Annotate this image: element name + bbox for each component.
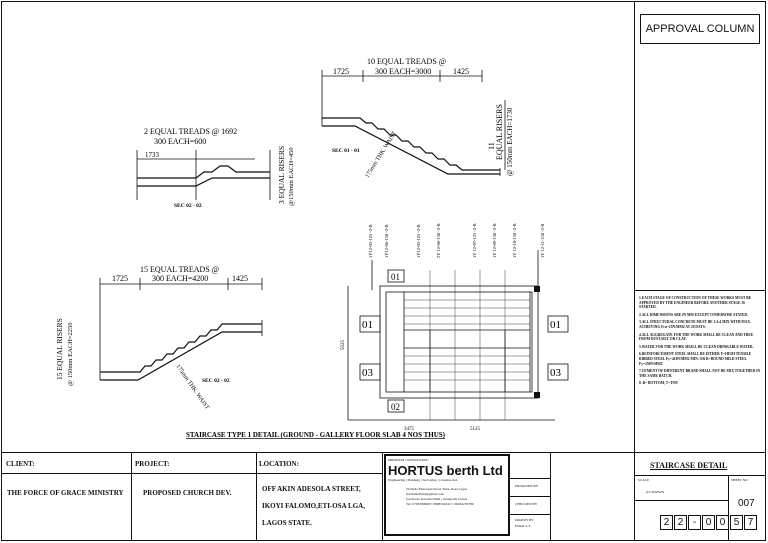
note-4: 4.ALL AGGREGATE FOR THE WORK SHALL BE CLEAN AND FREE FROM DUST,SILT OR CLAY. (639, 332, 754, 342)
sec0202-risers2: @150mm EACH=450 (288, 147, 295, 206)
note-1: 1.EACH STAGE OF CONSTRUCTION OF THESE WORKS MUST BE APPROVED BY THE ENGINEER BEFORE ANOTHER STAGE IS STARTED. (639, 296, 751, 310)
lower-dim-left: 1725 (112, 274, 128, 283)
sec0101-risers3: @ 150mm EACH=1730 (506, 107, 514, 176)
plan-marker: 03 (550, 367, 561, 379)
tb-divider (1, 473, 382, 474)
sec0101-risers2: EQUAL RISERS (495, 104, 504, 160)
approval-column-divider (634, 1, 635, 452)
sec0101-waist: 175mm THK. WAIST (364, 130, 398, 180)
tb-divider (728, 475, 729, 541)
plan-dim-side: 5025 (341, 340, 346, 350)
code-digit: - (688, 515, 701, 530)
tb-divider (131, 452, 132, 541)
sec0202-treads: 2 EQUAL TREADS @ 1692 (144, 127, 238, 136)
sec0202-risers: 3 EQUAL RISERS (277, 145, 286, 204)
location-line-3: LAGOS STATE. (262, 519, 312, 527)
tb-divider (510, 496, 550, 497)
rebar-label: 1Y 12-09-150 -2-B (492, 223, 497, 258)
project-name: PROPOSED CHURCH DEV. (143, 489, 232, 497)
signoff-drawn: DRAWN BY (515, 518, 534, 522)
drawing-name: STAIRCASE DETAIL (650, 461, 728, 470)
sheet-label: SHEET NO (731, 478, 748, 482)
sec0202-treads2: 300 EACH=600 (154, 137, 207, 146)
consultant-email: hortusberthltd@gmail.com (406, 492, 444, 496)
note-5: 5.WATER FOR THE WORK SHALL BE CLEAN DRINKABLE WATER. (639, 344, 754, 349)
approval-column-title: APPROVAL COLUMN (640, 14, 760, 44)
rebar-label: 2Y 12-06-150 -2-B (436, 223, 441, 258)
consultant-tagline: Engineering | Planning | Surveying | Construction (388, 478, 458, 482)
plan-dim-bottom-left: 3475 (404, 427, 414, 432)
tb-divider (256, 452, 257, 541)
location-line-1: OFF AKIN ADESOLA STREET, (262, 485, 361, 493)
plan-marker: 01 (362, 319, 373, 331)
code-digit: 5 (730, 515, 743, 530)
lower-dim-right: 1425 (232, 274, 248, 283)
note-6: 6.REINFORCEMENT STEEL SHALL BE EITHER Y=HIGH TENSILE RIBBED STEEL Fy=410N/MM2 MIN. OR R=ROUND MILD STEEL Fy=250N/MM2 (639, 352, 752, 366)
title-block-top-line (1, 452, 766, 453)
code-digit: 7 (744, 515, 757, 530)
note-2: 2.ALL DIMENSIONS ARE IN MM EXCEPT OTHERWISE STATED. (639, 312, 749, 317)
consultant-box (384, 454, 510, 536)
section-01-01 (322, 70, 505, 176)
lower-label: SEC 02 - 02 (202, 378, 230, 384)
plan-marker: 01 (391, 272, 400, 282)
sec0202-dim-left: 1733 (145, 151, 159, 159)
plan-dim-bottom-right: 5125 (470, 427, 480, 432)
rebar-label: 1Y12-06-150 -2-B (384, 224, 389, 258)
consultant-name: HORTUS berth Ltd (388, 463, 503, 478)
sheet-number: 007 (738, 498, 755, 509)
code-digit: 0 (702, 515, 715, 530)
sec0101-dim-right: 1425 (453, 67, 469, 76)
plan-marker: 01 (550, 319, 561, 331)
client-label: CLIENT: (6, 460, 35, 468)
note-8: 8. B= BOTTOM, T=TOP. (639, 381, 679, 386)
sec0202-label: SEC 02 - 02 (174, 203, 202, 209)
rebar-label: 1Y 12-11-150 -2-B (540, 223, 545, 258)
notes-divider (634, 290, 766, 291)
tb-divider (634, 452, 635, 541)
lower-risers: 15 EQUAL RISERS (55, 318, 64, 380)
column-mark (534, 392, 540, 398)
rebar-label: 1Y12-03-125 -2-B (368, 224, 373, 258)
consultant-label: PREMIUM CONSULTANT: (388, 458, 429, 462)
lower-treads: 15 EQUAL TREADS @ (140, 265, 220, 274)
drawing-code (660, 512, 758, 530)
plan-rebar-grid (404, 270, 530, 420)
signoff-checked: CHECKED BY (515, 502, 538, 506)
consultant-social: facebook: hortusberthltd | instagram: hortus (406, 497, 468, 501)
code-digit: 2 (674, 515, 687, 530)
code-digit: 2 (660, 515, 673, 530)
lower-waist: 175mm THK. WAIST (174, 363, 210, 411)
code-digit: 0 (716, 515, 729, 530)
rebar-label: 1Y12-03-125 -2-B (416, 224, 421, 258)
location-label: LOCATION: (259, 460, 299, 468)
signoff-designed: DESIGNED BY (515, 484, 539, 488)
sec0101-risers: 11 (487, 142, 496, 150)
tb-divider (634, 475, 766, 476)
note-3: 3.ALL STRUCTURAL CONCRETE MUST BE 1:2:4 MIX WITH MAX. ACHIEVING Fcu=25N/MM2 AT 28 DAYS. (639, 320, 751, 329)
client-name: THE FORCE OF GRACE MINISTRY (7, 489, 124, 497)
scale-label: SCALE (638, 478, 650, 482)
signoff-engineer: ENGR S.T (515, 524, 531, 528)
sec0101-dim-left: 1725 (333, 67, 349, 76)
rebar-label: 1Y 12-10-150 -2-B (512, 223, 517, 258)
drawing-title: STAIRCASE TYPE 1 DETAIL (GROUND - GALLERY FLOOR SLAB 4 NOS THUS) (186, 431, 445, 439)
tb-divider (634, 500, 728, 501)
tb-divider (382, 452, 383, 541)
column-mark (534, 286, 540, 292)
project-label: PROJECT: (135, 460, 170, 468)
general-notes (639, 296, 761, 389)
lower-treads2: 300 EACH=4200 (152, 274, 209, 283)
consultant-phone: Tel: 07033909807, 08085343417, 09034276789 (406, 502, 474, 506)
plan-marker: 03 (362, 367, 373, 379)
sec0101-treads: 10 EQUAL TREADS @ (367, 57, 447, 66)
rebar-label: 1Y 12-07-125 -2-B (472, 223, 477, 258)
tb-divider (510, 478, 550, 479)
sec0101-label: SEC 01 - 01 (332, 148, 360, 154)
lower-risers2: @ 150mm EACH=2250 (67, 322, 74, 386)
sec0101-treads2: 300 EACH=3000 (375, 67, 432, 76)
plan-marker: 02 (391, 402, 400, 412)
tb-divider (510, 514, 550, 515)
scale-value: AS SHOWN (646, 490, 665, 494)
tb-divider (550, 452, 551, 541)
consultant-address: 2b Dada Episcopal Street Yaba, Ilasa Lagos (406, 487, 468, 491)
location-line-2: IKOYI FALOMO,ETI-OSA LGA, (262, 502, 365, 510)
note-7: 7.CEMENT OF DIFFERENT BRAND SHALL NOT BE MIX TOGETHER IN THE SAME BATCH. (639, 369, 761, 378)
